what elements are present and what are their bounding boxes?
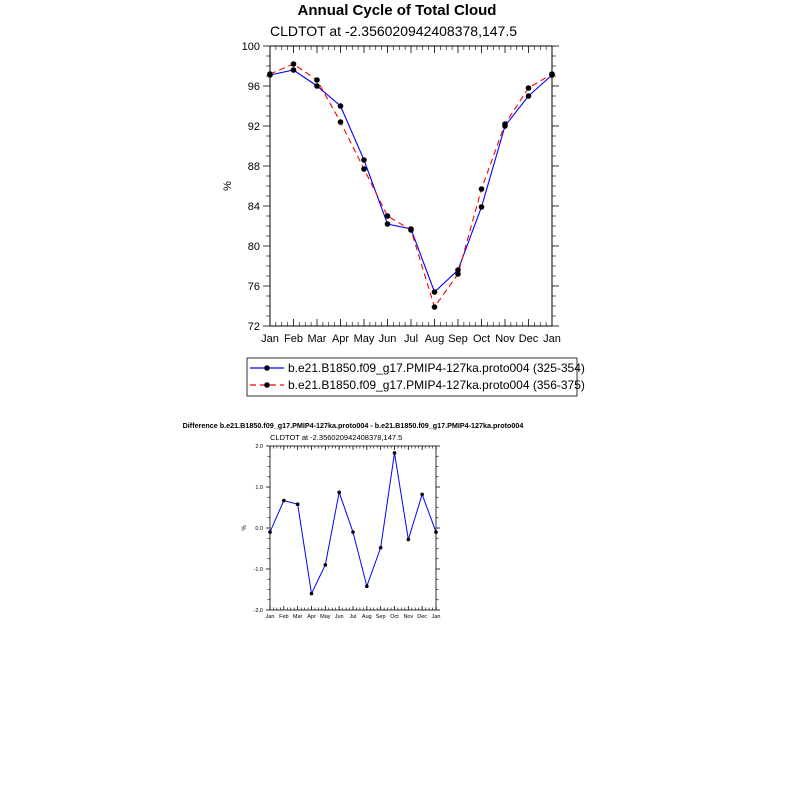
diff-xtick-label: Sep: [375, 613, 386, 620]
top-ytick-label: 76: [247, 280, 260, 293]
diff-series-1-point: [282, 499, 286, 503]
top-ytick-label: 72: [247, 320, 260, 333]
top-xtick-label: Oct: [472, 332, 491, 345]
diff-ytick-label: 2.0: [255, 443, 263, 450]
top-series-1-point: [432, 289, 438, 295]
top-series-2-point: [267, 71, 273, 77]
top-series-1-point: [361, 157, 367, 163]
legend-marker-series-2: [264, 382, 270, 388]
diff-series-1-point: [324, 563, 328, 567]
diff-series-markers: [268, 451, 438, 595]
top-xtick-label: Dec: [518, 332, 539, 345]
top-ytick-label: 84: [247, 200, 260, 213]
diff-xtick-label: Dec: [417, 613, 428, 620]
diff-xtick-label: Mar: [292, 613, 303, 620]
top-axis-ticks: [242, 41, 561, 345]
diff-series-1-point: [351, 530, 355, 534]
legend-label-series-1: b.e21.B1850.f09_g17.PMIP4-127ka.proto004 (325-354): [288, 361, 585, 375]
top-xtick-label: Jan: [543, 332, 561, 345]
top-series-2-point: [479, 186, 485, 192]
diff-chart-subtitle: CLDTOT at -2.356020942408378,147.5: [270, 433, 403, 442]
diff-ytick-label: 0.0: [255, 525, 263, 532]
diff-series-1-line: [270, 453, 436, 594]
diff-series-1-point: [337, 491, 341, 495]
diff-series-1-point: [310, 592, 314, 596]
top-chart-legend: [247, 358, 585, 396]
top-series-lines: [270, 64, 552, 307]
top-xtick-label: Jan: [261, 332, 279, 345]
top-series-1-point: [338, 103, 344, 109]
top-xtick-label: Mar: [307, 332, 327, 345]
top-xtick-label: Sep: [448, 332, 468, 345]
top-series-2-point: [314, 77, 320, 83]
top-series-1-point: [314, 83, 320, 89]
diff-xtick-label: Jan: [431, 613, 441, 620]
top-ytick-label: 100: [241, 40, 260, 53]
top-ytick-label: 96: [247, 80, 260, 93]
diff-xtick-label: Apr: [307, 613, 316, 620]
difference-chart: [183, 421, 524, 620]
diff-xtick-label: Feb: [279, 613, 289, 620]
top-series-markers: [267, 61, 555, 310]
top-series-2-point: [338, 119, 344, 125]
top-series-2-line: [270, 64, 552, 307]
diff-series-1-point: [434, 530, 438, 534]
top-xtick-label: Jun: [378, 332, 397, 345]
legend-label-series-2: b.e21.B1850.f09_g17.PMIP4-127ka.proto004 (356-375): [288, 378, 585, 392]
diff-plot-frame: [270, 446, 436, 610]
diff-series-1-point: [407, 538, 411, 542]
top-series-2-point: [526, 85, 532, 91]
legend-marker-series-1: [264, 365, 270, 371]
diff-series-1-point: [296, 502, 300, 506]
diff-xtick-label: Jul: [349, 613, 357, 620]
top-series-1-line: [270, 70, 552, 292]
diff-chart-ylabel: %: [242, 525, 248, 531]
top-xtick-label: Aug: [424, 332, 445, 345]
diff-ytick-label: -2.0: [253, 607, 263, 614]
diff-xtick-label: Oct: [390, 613, 399, 620]
top-series-2-point: [408, 227, 414, 233]
top-series-2-point: [502, 121, 508, 127]
top-xtick-label: May: [353, 332, 375, 345]
diff-series-1-point: [268, 530, 272, 534]
annual-cycle-chart: [222, 23, 585, 396]
top-series-2-point: [385, 213, 391, 219]
top-xtick-label: Apr: [331, 332, 350, 345]
top-chart-ylabel: %: [222, 181, 234, 191]
top-series-2-point: [549, 71, 555, 77]
diff-chart-title: Difference b.e21.B1850.f09_g17.PMIP4-127ka.proto004 - b.e21.B1850.f09_g17.PMIP4-127ka.proto004: [182, 421, 524, 430]
diff-ytick-label: -1.0: [253, 566, 263, 573]
diff-axis-ticks: [254, 444, 441, 620]
top-ytick-label: 80: [247, 240, 260, 253]
diff-series-1-point: [420, 493, 424, 497]
diff-series-1-point: [379, 546, 383, 550]
diff-series-1-point: [365, 584, 369, 588]
diff-series-1-point: [393, 451, 397, 455]
top-plot-frame: [270, 46, 552, 326]
diff-xtick-label: May: [320, 613, 331, 620]
diff-xtick-label: Nov: [403, 613, 414, 620]
top-ytick-label: 88: [247, 160, 260, 173]
figure-title: Annual Cycle of Total Cloud: [297, 2, 497, 19]
top-series-2-point: [291, 61, 297, 67]
top-series-1-point: [385, 221, 391, 227]
diff-ytick-label: 1.0: [255, 484, 263, 491]
top-series-1-point: [291, 67, 297, 73]
diff-series-lines: [270, 453, 436, 594]
top-series-2-point: [455, 271, 461, 277]
top-xtick-label: Nov: [495, 332, 515, 345]
top-series-1-point: [479, 204, 485, 210]
top-ytick-label: 92: [247, 120, 260, 133]
top-series-2-point: [361, 166, 367, 172]
diff-xtick-label: Aug: [361, 613, 372, 620]
top-series-1-point: [526, 93, 532, 99]
diff-xtick-label: Jun: [334, 613, 344, 620]
top-chart-subtitle: CLDTOT at -2.356020942408378,147.5: [270, 23, 518, 39]
top-series-2-point: [432, 304, 438, 310]
top-xtick-label: Jul: [403, 332, 419, 345]
diff-xtick-label: Jan: [265, 613, 275, 620]
top-xtick-label: Feb: [284, 332, 303, 345]
